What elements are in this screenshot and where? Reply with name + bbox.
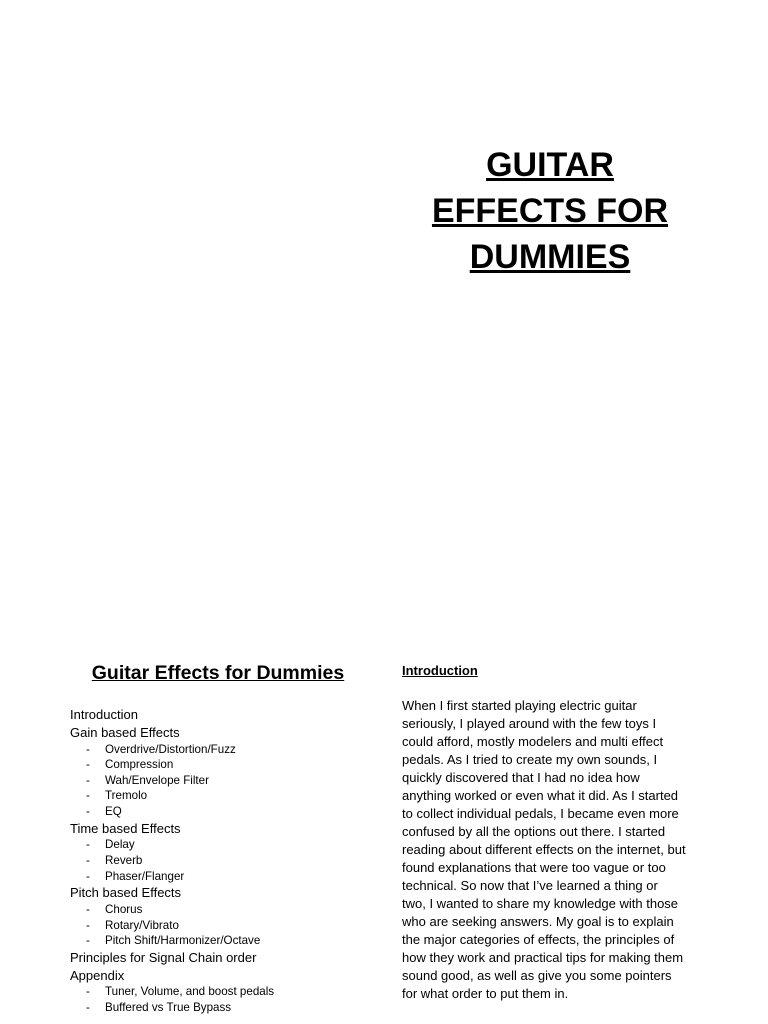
toc-time-list: [70, 837, 370, 884]
cover-title-line: [400, 234, 700, 280]
cover-title: [400, 142, 700, 280]
cover-title-line-2: EFFECTS FOR: [431, 192, 669, 230]
intro-line: technical. So now that I’ve learned a thing or: [402, 878, 658, 893]
toc-heading: Guitar Effects for Dummies: [91, 662, 345, 684]
intro-line: how they work and practical tips for making them: [402, 950, 684, 965]
toc-item: - Tremolo: [86, 788, 370, 804]
intro-line: sound good, as well as give you some pointers: [402, 968, 672, 983]
toc-section-gain: Gain based Effects: [70, 724, 180, 740]
intro-line: could afford, mostly modelers and multi effect: [402, 734, 664, 749]
toc-item: - Overdrive/Distortion/Fuzz: [86, 742, 370, 758]
intro-line: seriously, I played around with the few toys I: [402, 716, 657, 731]
intro-line: reading about different effects on the internet, but: [402, 842, 686, 857]
cover-title-line-1: GUITAR: [486, 146, 614, 184]
toc-appendix-list: [70, 984, 370, 1015]
intro-line: who are seeking answers. My goal is to explain: [402, 914, 674, 929]
toc-item: - Phaser/Flanger: [86, 869, 370, 885]
toc-item: - Wah/Envelope Filter: [86, 773, 370, 789]
toc-section-pitch: Pitch based Effects: [70, 885, 182, 901]
toc-section-introduction: Introduction: [70, 707, 138, 722]
table-of-contents: [70, 706, 370, 1016]
toc-item: - Pitch Shift/Harmonizer/Octave: [86, 933, 370, 949]
intro-line: to collect individual pedals, I became even more: [402, 806, 679, 821]
toc-item: - Rotary/Vibrato: [86, 918, 370, 934]
intro-line: for what order to put them in.: [402, 986, 569, 1001]
toc-section-appendix: Appendix: [70, 967, 125, 983]
toc-item: - Compression: [86, 757, 370, 773]
toc-section-signal-chain: Principles for Signal Chain order: [70, 949, 257, 965]
intro-line: two, I wanted to share my knowledge with those: [402, 896, 679, 911]
intro-line: confused by all the options out there. I started: [402, 824, 666, 839]
intro-line: When I first started playing electric guitar: [402, 698, 637, 713]
cover-title-line: [400, 188, 700, 234]
toc-item: - Tuner, Volume, and boost pedals: [86, 984, 370, 1000]
intro-line: pedals. As I tried to create my own sounds, I: [402, 752, 658, 767]
intro-line: anything worked or even what it did. As I started: [402, 788, 679, 803]
toc-item: - Delay: [86, 837, 370, 853]
intro-line: quickly discovered that I had no idea how: [402, 770, 640, 785]
toc-section-time: Time based Effects: [70, 820, 181, 836]
toc-pitch-list: [70, 902, 370, 949]
intro-heading: Introduction: [402, 663, 478, 678]
intro-paragraph: [402, 697, 702, 1003]
intro-line: the major categories of effects, the principles of: [402, 932, 675, 947]
toc-item: - Reverb: [86, 853, 370, 869]
toc-item: - Chorus: [86, 902, 370, 918]
cover-title-line: [400, 142, 700, 188]
toc-item: - Buffered vs True Bypass: [86, 1000, 370, 1016]
intro-line: found explanations that were too vague or too: [402, 860, 666, 875]
toc-item: - EQ: [86, 804, 370, 820]
toc-gain-list: [70, 742, 370, 820]
cover-title-line-3: DUMMIES: [469, 238, 631, 276]
